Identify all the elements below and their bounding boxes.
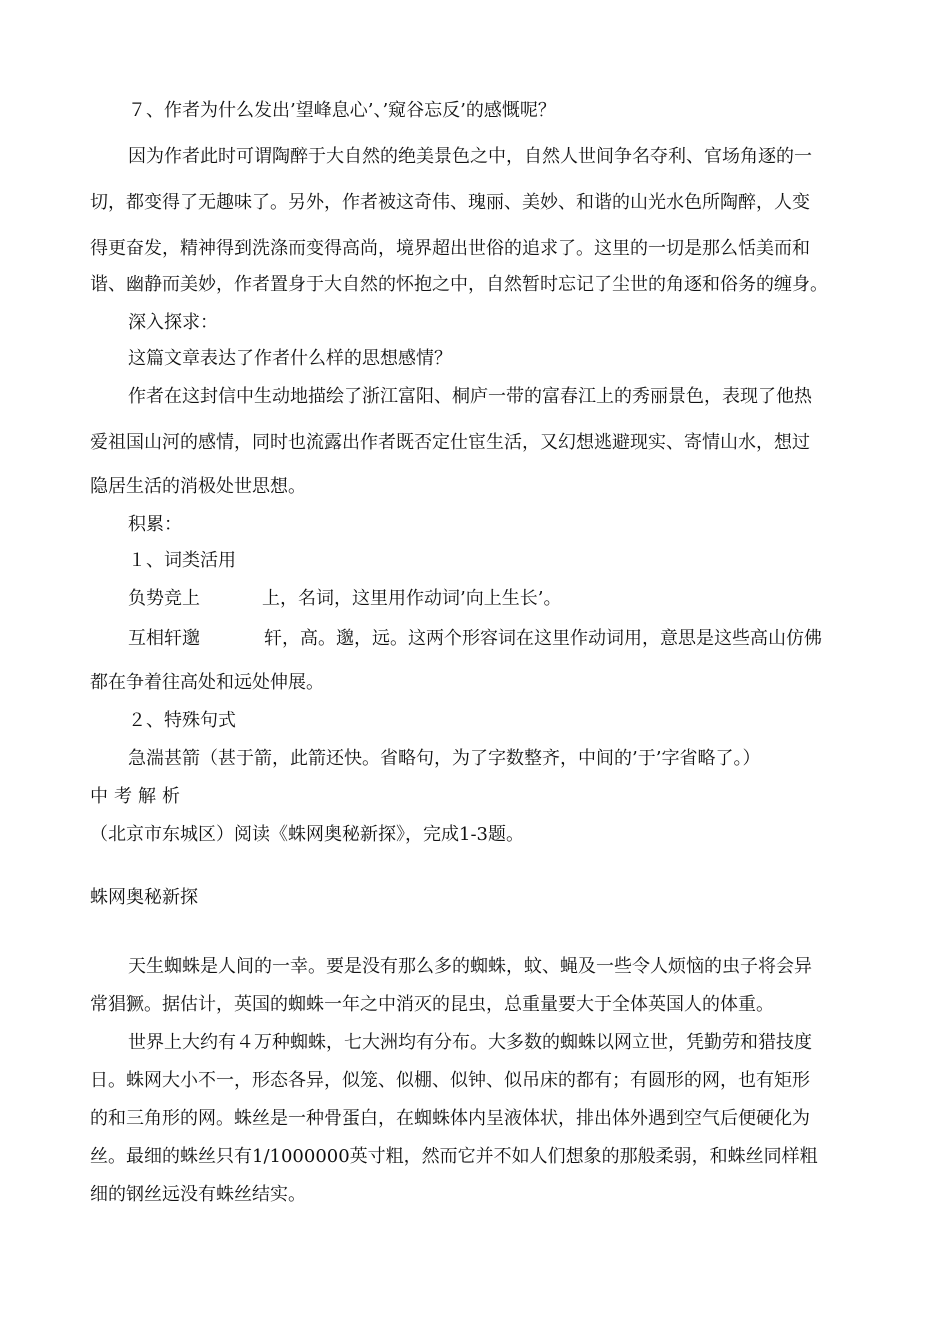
deep-answer-line-2: 爱祖国山河的感情，同时也流露出作者既否定仕宦生活，又幻想逃避现实、寄情山水，想过 [90, 432, 810, 453]
deep-answer-line-3: 隐居生活的消极处世思想。 [90, 476, 306, 497]
term-2: 互相轩邈 [128, 628, 200, 649]
question-7: ７、作者为什么发出’望峰息心’、’窥谷忘反’的感慨呢？ [128, 100, 556, 121]
para-2-line-4: 丝。最细的蛛丝只有1/1000000英寸粗，然而它并不如人们想象的那般柔弱，和蛛丝同样粗 [90, 1146, 818, 1167]
answer-7-line-4: 谐、幽静而美妙，作者置身于大自然的怀抱之中，自然暂时忘记了尘世的角逐和俗务的缠身。 [90, 274, 828, 295]
special-sentence: 急湍甚箭（甚于箭，此箭还快。省略句，为了字数整齐，中间的’于’字省略了。） [128, 748, 761, 769]
accum-sub-2: ２、特殊句式 [128, 710, 236, 731]
exam-heading: 中考解析 [90, 786, 186, 807]
term-2-continuation: 都在争着往高处和远处伸展。 [90, 672, 324, 693]
answer-7-line-2: 切，都变得了无趣味了。另外，作者被这奇伟、瑰丽、美妙、和谐的山光水色所陶醉，人变 [90, 192, 810, 213]
article-title: 蛛网奥秘新探 [90, 887, 198, 908]
deep-heading: 深入探求： [128, 312, 218, 333]
accum-sub-1: １、词类活用 [128, 550, 236, 571]
para-2-line-2: 日。蛛网大小不一，形态各异，似笼、似棚、似钟、似吊床的都有；有圆形的网，也有矩形 [90, 1070, 810, 1091]
accum-heading: 积累： [128, 514, 182, 535]
term-2-explanation: 轩，高。邈，远。这两个形容词在这里作动词用，意思是这些高山仿佛 [264, 628, 822, 649]
answer-7-line-3: 得更奋发，精神得到洗涤而变得高尚，境界超出世俗的追求了。这里的一切是那么恬美而和 [90, 238, 810, 259]
exam-intro: （北京市东城区）阅读《蛛网奥秘新探》，完成1-3题。 [90, 824, 524, 845]
para-2-line-5: 细的钢丝远没有蛛丝结实。 [90, 1184, 306, 1205]
para-1-line-1: 天生蜘蛛是人间的一幸。要是没有那么多的蜘蛛，蚊、蝇及一些令人烦恼的虫子将会异 [128, 956, 812, 977]
term-1-explanation: 上，名词，这里用作动词’向上生长’。 [262, 588, 562, 609]
term-1: 负势竞上 [128, 588, 200, 609]
para-1-line-2: 常猖獗。据估计，英国的蜘蛛一年之中消灭的昆虫，总重量要大于全体英国人的体重。 [90, 994, 774, 1015]
deep-question: 这篇文章表达了作者什么样的思想感情？ [128, 348, 452, 369]
para-2-line-3: 的和三角形的网。蛛丝是一种骨蛋白，在蜘蛛体内呈液体状，排出体外遇到空气后便硬化为 [90, 1108, 810, 1129]
deep-answer-line-1: 作者在这封信中生动地描绘了浙江富阳、桐庐一带的富春江上的秀丽景色，表现了他热 [128, 386, 812, 407]
para-2-line-1: 世界上大约有４万种蜘蛛，七大洲均有分布。大多数的蜘蛛以网立世，凭勤劳和猎技度 [128, 1032, 812, 1053]
answer-7-line-1: 因为作者此时可谓陶醉于大自然的绝美景色之中，自然人世间争名夺利、官场角逐的一 [128, 146, 812, 167]
